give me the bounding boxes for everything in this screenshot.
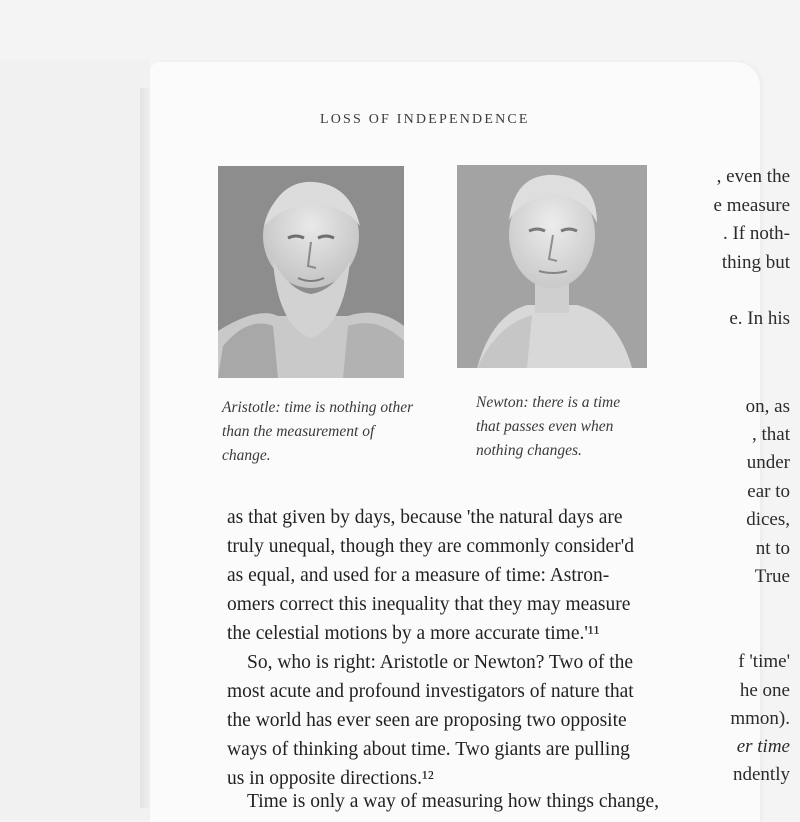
left-line: f 'time' <box>738 651 790 672</box>
caption-line: that passes even when <box>476 418 614 435</box>
caption-line: nothing changes. <box>476 442 582 459</box>
body-line: ways of thinking about time. Two giants are pulling <box>227 739 630 760</box>
left-line: nt to <box>755 538 790 559</box>
body-line: the celestial motions by a more accurate time.'¹¹ <box>227 623 600 644</box>
running-head: LOSS OF INDEPENDENCE <box>320 112 530 127</box>
left-line: er time <box>736 736 790 757</box>
aristotle-photo <box>218 166 404 378</box>
left-line: e measure <box>713 195 790 216</box>
left-line: dices, <box>746 509 790 530</box>
body-line: Time is only a way of measuring how things change, <box>247 791 659 812</box>
body-line: omers correct this inequality that they may measure <box>227 594 631 615</box>
caption-line: Newton: there is a time <box>476 394 621 411</box>
left-line: he one <box>739 680 790 701</box>
newton-caption <box>476 391 620 463</box>
body-line: as that given by days, because 'the natural days are <box>227 507 623 528</box>
page-gutter <box>140 88 150 808</box>
newton-photo <box>457 165 647 368</box>
body-line: as equal, and used for a measure of time: Astron- <box>227 565 610 586</box>
body-line: So, who is right: Aristotle or Newton? Two of the <box>247 652 634 673</box>
caption-line: than the measurement of <box>222 423 375 440</box>
aristotle-caption <box>222 396 413 468</box>
caption-line: Aristotle: time is nothing other <box>222 399 414 416</box>
body-line: the world has ever seen are proposing two opposite <box>227 710 627 731</box>
body-line: truly unequal, though they are commonly consider'd <box>227 536 634 557</box>
left-line: ndently <box>733 764 790 785</box>
caption-line: change. <box>222 447 271 464</box>
left-line: on, as <box>745 396 790 417</box>
left-line: e. In his <box>729 308 790 329</box>
left-line: mmon). <box>730 708 790 729</box>
left-line: under <box>746 452 790 473</box>
left-line: , even the <box>716 166 790 187</box>
left-line: . If noth- <box>722 223 790 244</box>
body-line: most acute and profound investigators of nature that <box>227 681 634 702</box>
body-line: us in opposite directions.¹² <box>227 768 434 789</box>
left-line: True <box>754 566 790 587</box>
left-page <box>0 60 150 820</box>
left-line: thing but <box>721 252 790 273</box>
left-line: ear to <box>747 481 790 502</box>
left-line: , that <box>752 424 790 445</box>
